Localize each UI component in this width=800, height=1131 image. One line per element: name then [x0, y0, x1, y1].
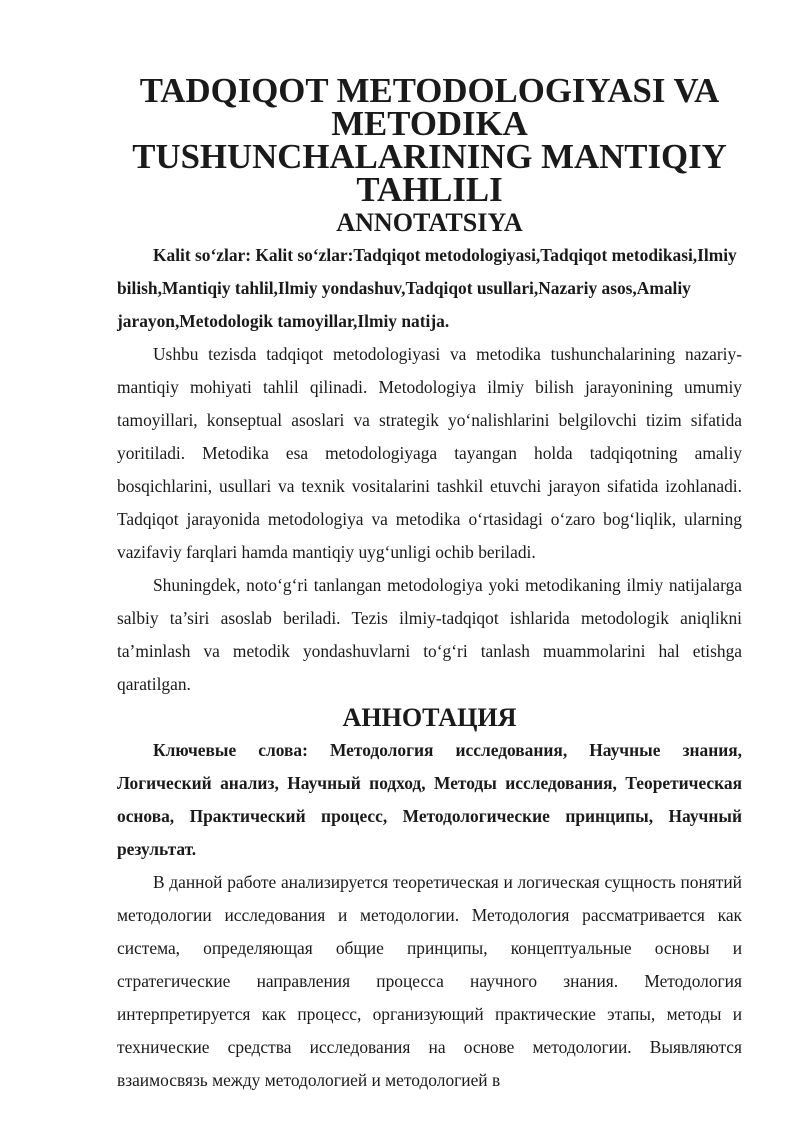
- document-title: [117, 71, 742, 209]
- ru-keywords: Ключевые слова: Методология исследования, Научные знания, Логический анализ, Научный подход, Методы исследования, Теоретическая основа, Практический процесс, Методологические принципы, Научный результат.: [117, 740, 742, 859]
- uz-annotation-heading: ANNOTATSIYA: [336, 208, 523, 237]
- ru-annotation-heading: АННОТАЦИЯ: [342, 703, 517, 732]
- ru-paragraph-1: В данной работе анализируется теоретическая и логическая сущность понятий методологии исследования и методологии. Методология рассматривается как система, определяющая общие принципы, концептуальные основы и стратегические направления процесса научного знания. Методология интерпретируется как процесс, организующий практические этапы, методы и технические средства исследования на основе методологии. Выявляются взаимосвязь между методологией и методологией в: [117, 872, 742, 1090]
- title-line-2: TUSHUNCHALARINING MANTIQIY TAHLILI: [132, 137, 727, 209]
- document-page: [117, 71, 742, 1097]
- uz-paragraph-1: Ushbu tezisda tadqiqot metodologiyasi va metodika tushunchalarining nazariy-mantiqiy mohiyati tahlil qilinadi. Metodologiya ilmiy bilish jarayonining umumiy tamoyillari, konseptual asoslari va strategik yo‘nalishlarini belgilovchi tizim sifatida yoritiladi. Metodika esa metodologiyaga tayangan holda tadqiqotning amaliy bosqichlarini, usullari va texnik vositalarini tashkil etuvchi jarayon sifatida izohlanadi. Tadqiqot jarayonida metodologiya va metodika o‘rtasidagi o‘zaro bog‘liqlik, ularning vazifaviy farqlari hamda mantiqiy uyg‘unligi ochib beriladi.: [117, 344, 742, 562]
- uz-keywords: Kalit so‘zlar: Kalit so‘zlar:Tadqiqot metodologiyasi,Tadqiqot metodikasi,Ilmiy bilish,Mantiqiy tahlil,Ilmiy yondashuv,Tadqiqot usullari,Nazariy asos,Amaliy jarayon,Metodologik tamoyillar,Ilmiy natija.: [117, 245, 737, 331]
- uz-paragraph-2: Shuningdek, noto‘g‘ri tanlangan metodologiya yoki metodikaning ilmiy natijalarga salbiy ta’siri asoslab beriladi. Tezis ilmiy-tadqiqot ishlarida metodologik aniqlikni ta’minlash va metodik yondashuvlarni to‘g‘ri tanlash muammolarini hal etishga qaratilgan.: [117, 575, 742, 694]
- title-line-1: TADQIQOT METODOLOGIYASI VA METODIKA: [139, 71, 720, 143]
